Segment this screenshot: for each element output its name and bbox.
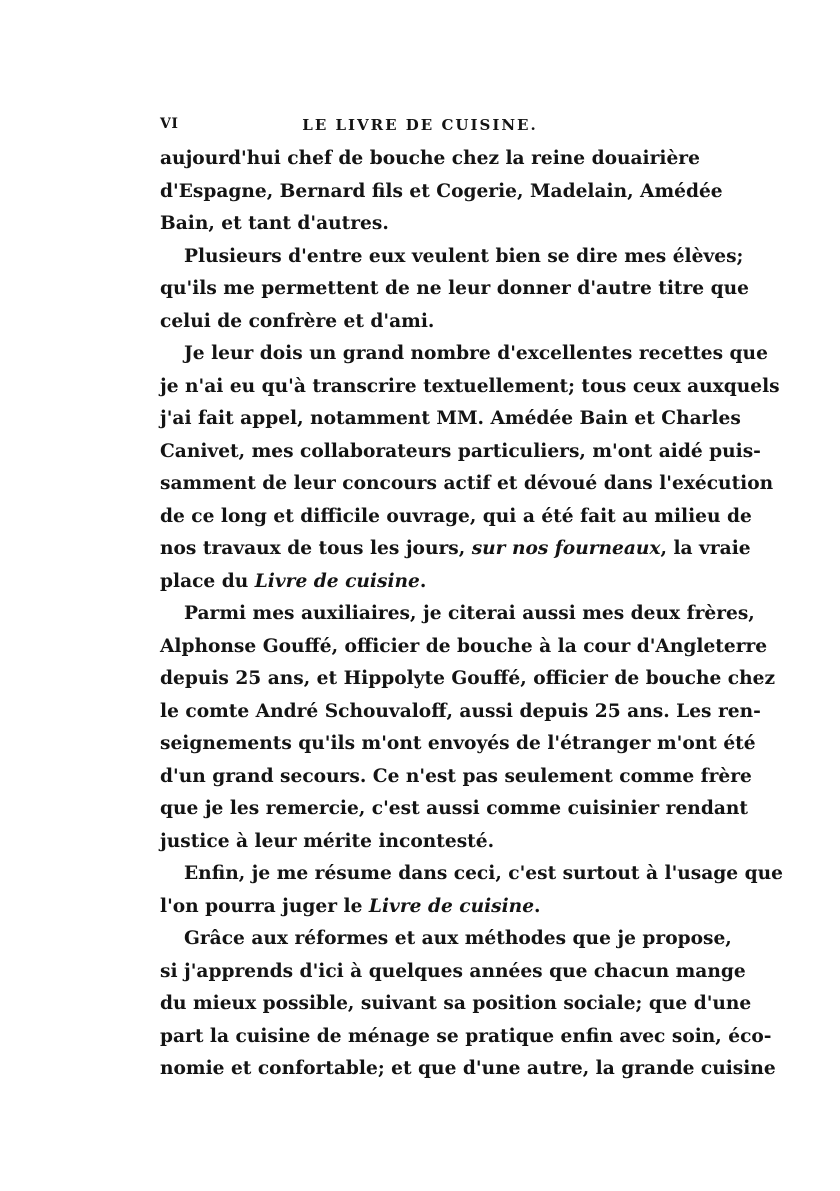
text-line: d'un grand secours. Ce n'est pas seulement comme frère: [160, 765, 752, 787]
body-text: [160, 143, 783, 1086]
text-line: Enfin, je me résume dans ceci, c'est surtout à l'usage que: [184, 863, 783, 884]
text-line: je n'ai eu qu'à transcrire textuellement; tous ceux auxquels: [160, 375, 780, 397]
text-segment: place du: [160, 570, 255, 592]
running-title: LE LIVRE DE CUISINE.: [302, 116, 538, 134]
text-line: [160, 533, 751, 566]
text-line: Alphonse Gouffé, officier de bouche à la cour d'Angleterre: [160, 635, 768, 657]
text-line: j'ai fait appel, notamment MM. Amédée Bain et Charles: [160, 408, 741, 429]
text-segment: .: [534, 895, 541, 917]
text-line: si j'apprends d'ici à quelques années que chacun mange: [160, 960, 746, 982]
text-line: Je leur dois un grand nombre d'excellentes recettes que: [184, 343, 768, 364]
text-line: part la cuisine de ménage se pratique enfin avec soin, éco-: [160, 1025, 772, 1047]
italic-phrase: Livre de cuisine: [254, 570, 420, 592]
italic-phrase: sur nos fourneaux: [471, 538, 661, 559]
text-line: Bain, et tant d'autres.: [160, 213, 389, 234]
text-line: Grâce aux réformes et aux méthodes que je propose,: [184, 928, 732, 949]
text-line: que je les remercie, c'est aussi comme cuisinier rendant: [160, 798, 748, 819]
text-line: celui de confrère et d'ami.: [160, 310, 435, 332]
text-line: de ce long et difficile ouvrage, qui a été fait au milieu de: [160, 505, 752, 527]
running-head: [160, 116, 680, 138]
page-folio: VI: [160, 116, 179, 132]
text-line: [160, 891, 680, 924]
text-line: seignements qu'ils m'ont envoyés de l'étranger m'ont été: [160, 733, 756, 754]
text-line: samment de leur concours actif et dévoué dans l'exécution: [160, 473, 774, 494]
text-line: justice à leur mérite incontesté.: [160, 830, 495, 852]
text-line: du mieux possible, suivant sa position sociale; que d'une: [160, 993, 752, 1014]
text-line: [160, 566, 680, 599]
text-segment: l'on pourra juger le: [160, 895, 369, 917]
text-line: qu'ils me permettent de ne leur donner d'autre titre que: [160, 278, 749, 299]
text-line: Parmi mes auxiliaires, je citerai aussi mes deux frères,: [184, 603, 755, 624]
text-segment: nos travaux de tous les jours,: [160, 538, 472, 559]
italic-phrase: Livre de cuisine: [368, 895, 535, 917]
text-line: nomie et confortable; et que d'une autre, la grande cuisine: [160, 1058, 776, 1079]
text-line: aujourd'hui chef de bouche chez la reine douairière: [160, 148, 700, 169]
text-line: Plusieurs d'entre eux veulent bien se dire mes élèves;: [184, 245, 744, 267]
text-line: depuis 25 ans, et Hippolyte Gouffé, officier de bouche chez: [160, 668, 776, 689]
text-line: d'Espagne, Bernard fils et Cogerie, Madelain, Amédée: [160, 180, 723, 202]
text-segment: .: [419, 570, 427, 592]
text-line: Canivet, mes collaborateurs particuliers, m'ont aidé puis-: [160, 440, 761, 462]
text-segment: , la vraie: [660, 538, 751, 559]
text-line: le comte André Schouvaloff, aussi depuis 25 ans. Les ren-: [160, 700, 761, 722]
